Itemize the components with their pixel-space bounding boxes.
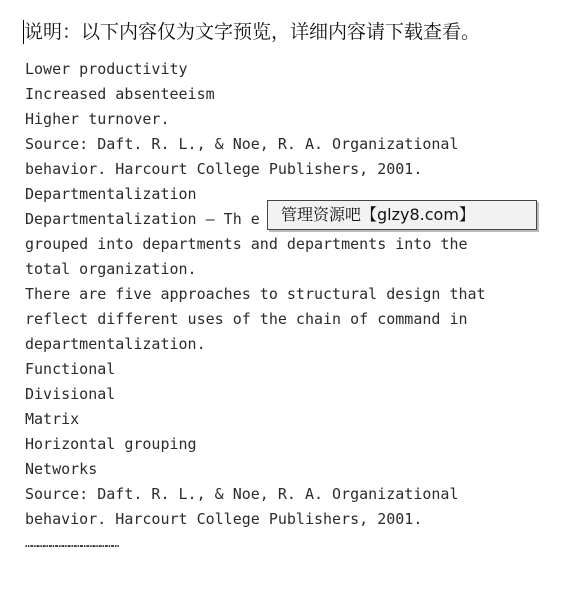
body-line: Functional — [25, 360, 116, 378]
body-line: total organization. — [25, 260, 197, 278]
document-body — [25, 57, 555, 532]
truncation-ellipsis: ……………………………………… — [25, 536, 119, 550]
watermark-overlay: 管理资源吧【glzy8.com】 — [267, 200, 537, 230]
body-line: Departmentalization – Th e — [25, 210, 260, 228]
body-line: Departmentalization — [25, 185, 197, 203]
body-line: Source: Daft. R. L., & Noe, R. A. Organizational — [25, 135, 459, 153]
body-line: Divisional — [25, 385, 116, 403]
body-line: Higher turnover. — [25, 110, 170, 128]
body-line: behavior. Harcourt College Publishers, 2001. — [25, 160, 423, 178]
body-line: Networks — [25, 460, 98, 478]
body-line: reflect different uses of the chain of command in — [25, 310, 468, 328]
body-line: departmentalization. — [25, 335, 206, 353]
body-line: grouped into departments and departments into the — [25, 235, 468, 253]
body-line: There are five approaches to structural design that — [25, 285, 486, 303]
preview-notice: 说明：以下内容仅为文字预览，详细内容请下载查看。 — [24, 21, 481, 43]
body-line: behavior. Harcourt College Publishers, 2001. — [25, 510, 423, 528]
body-line: Horizontal grouping — [25, 435, 197, 453]
body-line: Source: Daft. R. L., & Noe, R. A. Organizational — [25, 485, 459, 503]
body-line: Matrix — [25, 410, 80, 428]
body-line: Lower productivity — [25, 60, 188, 78]
body-line: Increased absenteeism — [25, 85, 215, 103]
